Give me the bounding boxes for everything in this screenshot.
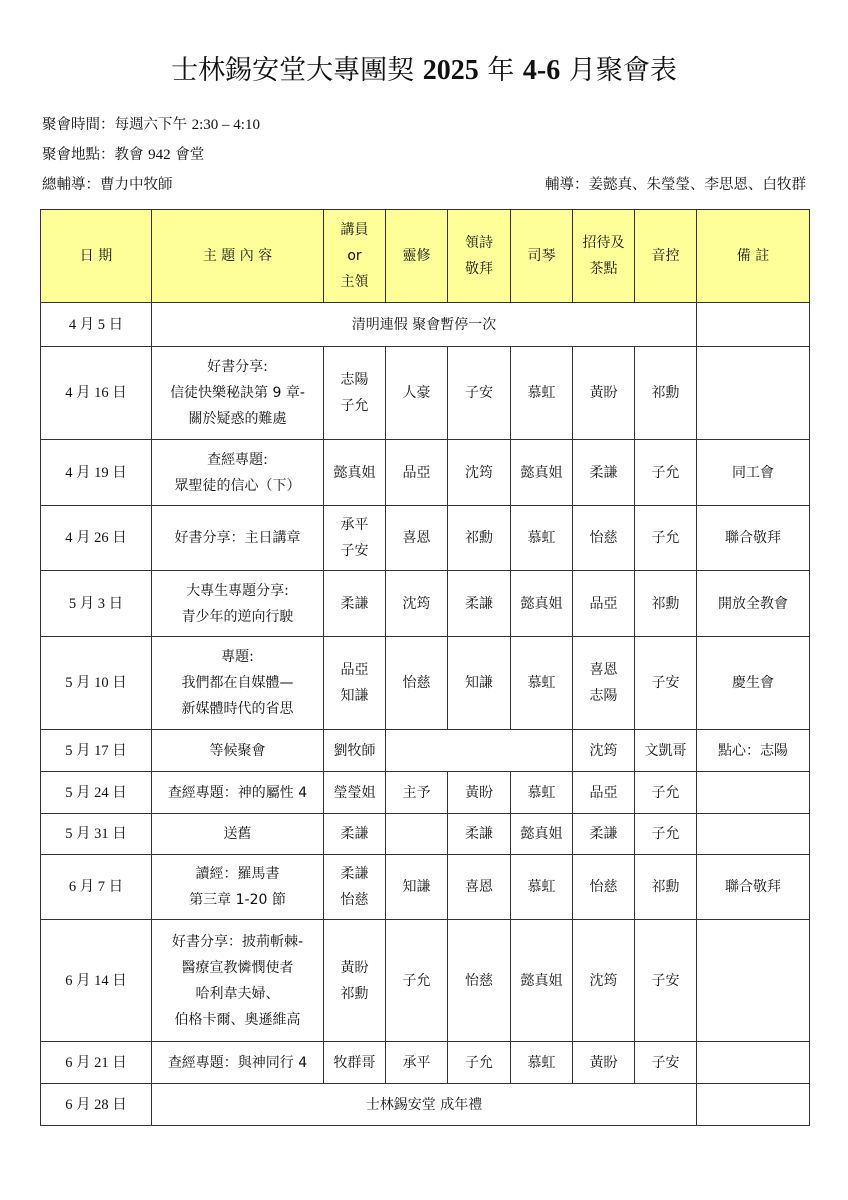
- speaker-cell: 柔謙 怡慈: [324, 855, 386, 920]
- page-title: 士林錫安堂大專團契 2025 年 4-6 月聚會表: [171, 55, 677, 86]
- sound-cell: 文凱哥: [635, 730, 697, 772]
- worship-cell: 黃盼: [448, 772, 511, 814]
- merged-cell: 清明連假 聚會暫停一次: [152, 303, 697, 347]
- host-cell: 怡慈: [573, 855, 635, 920]
- speaker-cell: 承平 子安: [324, 506, 386, 571]
- worship-cell: 怡慈: [448, 920, 511, 1042]
- host-cell: 柔謙: [573, 440, 635, 506]
- sound-cell: 子安: [635, 1042, 697, 1084]
- table-row: [41, 920, 810, 1042]
- table-row: [41, 772, 810, 814]
- date-cell: 5 月 31 日: [41, 814, 152, 855]
- table-row: [41, 303, 810, 347]
- note-cell: 慶生會: [697, 637, 810, 730]
- worship-cell: 知謙: [448, 637, 511, 730]
- col-sound: 音控: [635, 210, 697, 303]
- table-row: [41, 814, 810, 855]
- note-cell: 同工會: [697, 440, 810, 506]
- piano-cell: 慕虹: [511, 1042, 573, 1084]
- topic-cell: 送舊: [152, 814, 324, 855]
- date-cell: 6 月 21 日: [41, 1042, 152, 1084]
- table-row: [41, 571, 810, 637]
- devotion-cell: 人豪: [386, 347, 448, 440]
- piano-cell: 懿真姐: [511, 920, 573, 1042]
- piano-cell: 懿真姐: [511, 440, 573, 506]
- table-row: [41, 855, 810, 920]
- date-cell: 4 月 26 日: [41, 506, 152, 571]
- note-cell: 開放全教會: [697, 571, 810, 637]
- table-row: [41, 440, 810, 506]
- topic-cell: 查經專題：與神同行 4: [152, 1042, 324, 1084]
- date-cell: 5 月 10 日: [41, 637, 152, 730]
- table-row: [41, 730, 810, 772]
- host-cell: 黃盼: [573, 347, 635, 440]
- piano-cell: 慕虹: [511, 637, 573, 730]
- piano-cell: 慕虹: [511, 855, 573, 920]
- col-worship: 領詩 敬拜: [448, 210, 511, 303]
- speaker-cell: 品亞 知謙: [324, 637, 386, 730]
- devotion-cell: [386, 814, 448, 855]
- meeting-place: 聚會地點：教會 942 會堂: [42, 147, 205, 163]
- col-note: 備 註: [697, 210, 810, 303]
- note-cell: [697, 814, 810, 855]
- worship-cell: 喜恩: [448, 855, 511, 920]
- header-row: [41, 210, 810, 303]
- sound-cell: 祁勳: [635, 855, 697, 920]
- merged-cell: 士林錫安堂 成年禮: [152, 1084, 697, 1126]
- sound-cell: 子允: [635, 814, 697, 855]
- col-piano: 司琴: [511, 210, 573, 303]
- note-cell: [697, 347, 810, 440]
- speaker-cell: 黃盼 祁勳: [324, 920, 386, 1042]
- host-cell: 喜恩 志陽: [573, 637, 635, 730]
- worship-cell: 柔謙: [448, 571, 511, 637]
- host-cell: 柔謙: [573, 814, 635, 855]
- piano-cell: 懿真姐: [511, 814, 573, 855]
- devotion-cell: 沈筠: [386, 571, 448, 637]
- col-devotion: 靈修: [386, 210, 448, 303]
- table-row: [41, 1042, 810, 1084]
- speaker-cell: 懿真姐: [324, 440, 386, 506]
- topic-cell: 專題: 我們都在自媒體— 新媒體時代的省思: [152, 637, 324, 730]
- sound-cell: 子允: [635, 772, 697, 814]
- devotion-cell: 子允: [386, 920, 448, 1042]
- devotion-cell: 主予: [386, 772, 448, 814]
- host-cell: 沈筠: [573, 920, 635, 1042]
- piano-cell: 懿真姐: [511, 571, 573, 637]
- host-cell: 品亞: [573, 571, 635, 637]
- topic-cell: 等候聚會: [152, 730, 324, 772]
- date-cell: 6 月 28 日: [41, 1084, 152, 1126]
- worship-cell: 柔謙: [448, 814, 511, 855]
- host-cell: 黃盼: [573, 1042, 635, 1084]
- date-cell: 4 月 16 日: [41, 347, 152, 440]
- date-cell: 4 月 5 日: [41, 303, 152, 347]
- topic-cell: 好書分享：主日講章: [152, 506, 324, 571]
- note-cell: [697, 920, 810, 1042]
- speaker-cell: 劉牧師: [324, 730, 386, 772]
- host-cell: 品亞: [573, 772, 635, 814]
- date-cell: 5 月 24 日: [41, 772, 152, 814]
- sound-cell: 子允: [635, 440, 697, 506]
- topic-cell: 好書分享: 信徒快樂秘訣第 9 章- 關於疑惑的難處: [152, 347, 324, 440]
- note-cell: [697, 1084, 810, 1126]
- date-cell: 6 月 7 日: [41, 855, 152, 920]
- topic-cell: 大專生專題分享: 青少年的逆向行駛: [152, 571, 324, 637]
- table-row: [41, 347, 810, 440]
- date-cell: 6 月 14 日: [41, 920, 152, 1042]
- devotion-cell: 知謙: [386, 855, 448, 920]
- note-cell: [697, 1042, 810, 1084]
- worship-cell: 沈筠: [448, 440, 511, 506]
- table-row: [41, 637, 810, 730]
- worship-cell: 子允: [448, 1042, 511, 1084]
- col-host: 招待及 茶點: [573, 210, 635, 303]
- speaker-cell: 牧群哥: [324, 1042, 386, 1084]
- note-cell: [697, 303, 810, 347]
- worship-cell: 祁勳: [448, 506, 511, 571]
- topic-cell: 好書分享：披荊斬棘- 醫療宣教憐憫使者 哈利韋夫婦、 伯格卡爾、奧遜維高: [152, 920, 324, 1042]
- sound-cell: 子安: [635, 920, 697, 1042]
- topic-cell: 查經專題: 眾聖徒的信心（下）: [152, 440, 324, 506]
- date-cell: 5 月 17 日: [41, 730, 152, 772]
- sound-cell: 祁勳: [635, 571, 697, 637]
- devotion-cell: 怡慈: [386, 637, 448, 730]
- sound-cell: 祁勳: [635, 347, 697, 440]
- speaker-cell: 柔謙: [324, 571, 386, 637]
- devotion-cell: 承平: [386, 1042, 448, 1084]
- worship-cell: 子安: [448, 347, 511, 440]
- host-cell: 沈筠: [573, 730, 635, 772]
- table-row: [41, 506, 810, 571]
- piano-cell: 慕虹: [511, 347, 573, 440]
- sound-cell: 子安: [635, 637, 697, 730]
- piano-cell: 慕虹: [511, 772, 573, 814]
- devotion-cell: 喜恩: [386, 506, 448, 571]
- sound-cell: 子允: [635, 506, 697, 571]
- host-cell: 怡慈: [573, 506, 635, 571]
- table-row: [41, 1084, 810, 1126]
- meeting-time: 聚會時間：每週六下午 2:30 – 4:10: [42, 117, 260, 133]
- date-cell: 4 月 19 日: [41, 440, 152, 506]
- devotion-cell: 品亞: [386, 440, 448, 506]
- chief-advisor: 總輔導：曹力中牧師: [42, 177, 173, 193]
- topic-cell: 讀經：羅馬書 第三章 1-20 節: [152, 855, 324, 920]
- piano-cell: 慕虹: [511, 506, 573, 571]
- schedule-table: [40, 209, 810, 1126]
- topic-cell: 查經專題：神的屬性 4: [152, 772, 324, 814]
- note-cell: 聯合敬拜: [697, 506, 810, 571]
- note-cell: 點心：志陽: [697, 730, 810, 772]
- note-cell: 聯合敬拜: [697, 855, 810, 920]
- date-cell: 5 月 3 日: [41, 571, 152, 637]
- col-speaker: 講員 or 主領: [324, 210, 386, 303]
- counselors: 輔導：姜懿真、朱瑩瑩、李思恩、白牧群: [545, 177, 806, 193]
- blank-span-cell: [386, 730, 573, 772]
- col-date: 日 期: [41, 210, 152, 303]
- col-topic: 主 題 內 容: [152, 210, 324, 303]
- speaker-cell: 柔謙: [324, 814, 386, 855]
- speaker-cell: 志陽 子允: [324, 347, 386, 440]
- speaker-cell: 瑩瑩姐: [324, 772, 386, 814]
- note-cell: [697, 772, 810, 814]
